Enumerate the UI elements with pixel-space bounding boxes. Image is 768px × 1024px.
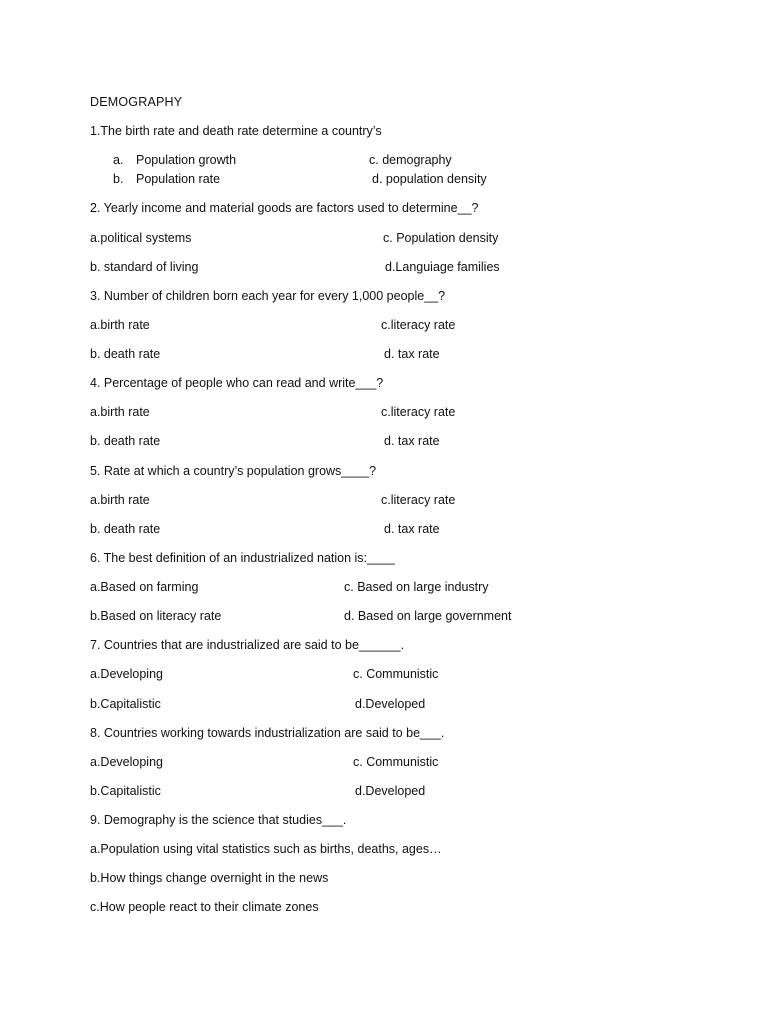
question-2-text: 2. Yearly income and material goods are factors used to determine__? xyxy=(90,201,479,215)
question-6-text: 6. The best definition of an industrialized nation is:____ xyxy=(90,551,395,565)
question-1-option-a-marker: a. xyxy=(113,153,124,167)
question-8-option-b: b.Capitalistic xyxy=(90,784,161,798)
page-title: DEMOGRAPHY xyxy=(90,95,183,109)
question-6-option-d: d. Based on large government xyxy=(344,609,512,623)
question-6-option-a: a.Based on farming xyxy=(90,580,199,594)
question-3-option-d: d. tax rate xyxy=(384,347,440,361)
question-1-option-c: c. demography xyxy=(369,153,452,167)
question-4-option-a: a.birth rate xyxy=(90,405,150,419)
question-3-text: 3. Number of children born each year for every 1,000 people__? xyxy=(90,289,446,303)
question-7-option-d: d.Developed xyxy=(355,697,426,711)
question-5-option-b: b. death rate xyxy=(90,522,161,536)
question-2-option-d: d.Languiage families xyxy=(385,260,500,274)
question-5-option-a: a.birth rate xyxy=(90,493,150,507)
question-3-option-c: c.literacy rate xyxy=(381,318,456,332)
question-9-option-a: a.Population using vital statistics such as births, deaths, ages… xyxy=(90,842,442,856)
question-2-option-c: c. Population density xyxy=(383,231,499,245)
question-3-option-a: a.birth rate xyxy=(90,318,150,332)
question-4-option-b: b. death rate xyxy=(90,434,161,448)
question-8-option-a: a.Developing xyxy=(90,755,163,769)
question-7-option-c: c. Communistic xyxy=(353,667,439,681)
question-1-option-b-marker: b. xyxy=(113,172,124,186)
question-8-text: 8. Countries working towards industrialization are said to be___. xyxy=(90,726,445,740)
question-4-option-d: d. tax rate xyxy=(384,434,440,448)
question-9-text: 9. Demography is the science that studies___. xyxy=(90,813,347,827)
question-7-option-b: b.Capitalistic xyxy=(90,697,161,711)
question-7-option-a: a.Developing xyxy=(90,667,163,681)
question-9-option-b: b.How things change overnight in the news xyxy=(90,871,329,885)
question-1-option-d: d. population density xyxy=(372,172,487,186)
question-6-option-b: b.Based on literacy rate xyxy=(90,609,222,623)
question-5-option-d: d. tax rate xyxy=(384,522,440,536)
question-9-option-c: c.How people react to their climate zones xyxy=(90,900,319,914)
question-6-option-c: c. Based on large industry xyxy=(344,580,489,594)
question-2-option-b: b. standard of living xyxy=(90,260,199,274)
question-8-option-c: c. Communistic xyxy=(353,755,439,769)
question-5-text: 5. Rate at which a country’s population grows____? xyxy=(90,464,377,478)
question-1-option-a: Population growth xyxy=(136,153,237,167)
question-5-option-c: c.literacy rate xyxy=(381,493,456,507)
question-2-option-a: a.political systems xyxy=(90,231,192,245)
question-4-option-c: c.literacy rate xyxy=(381,405,456,419)
question-1-option-b: Population rate xyxy=(136,172,221,186)
question-7-text: 7. Countries that are industrialized are said to be______. xyxy=(90,638,405,652)
question-3-option-b: b. death rate xyxy=(90,347,161,361)
question-4-text: 4. Percentage of people who can read and write___? xyxy=(90,376,384,390)
question-1-text: 1.The birth rate and death rate determine a country’s xyxy=(90,124,382,138)
question-8-option-d: d.Developed xyxy=(355,784,426,798)
